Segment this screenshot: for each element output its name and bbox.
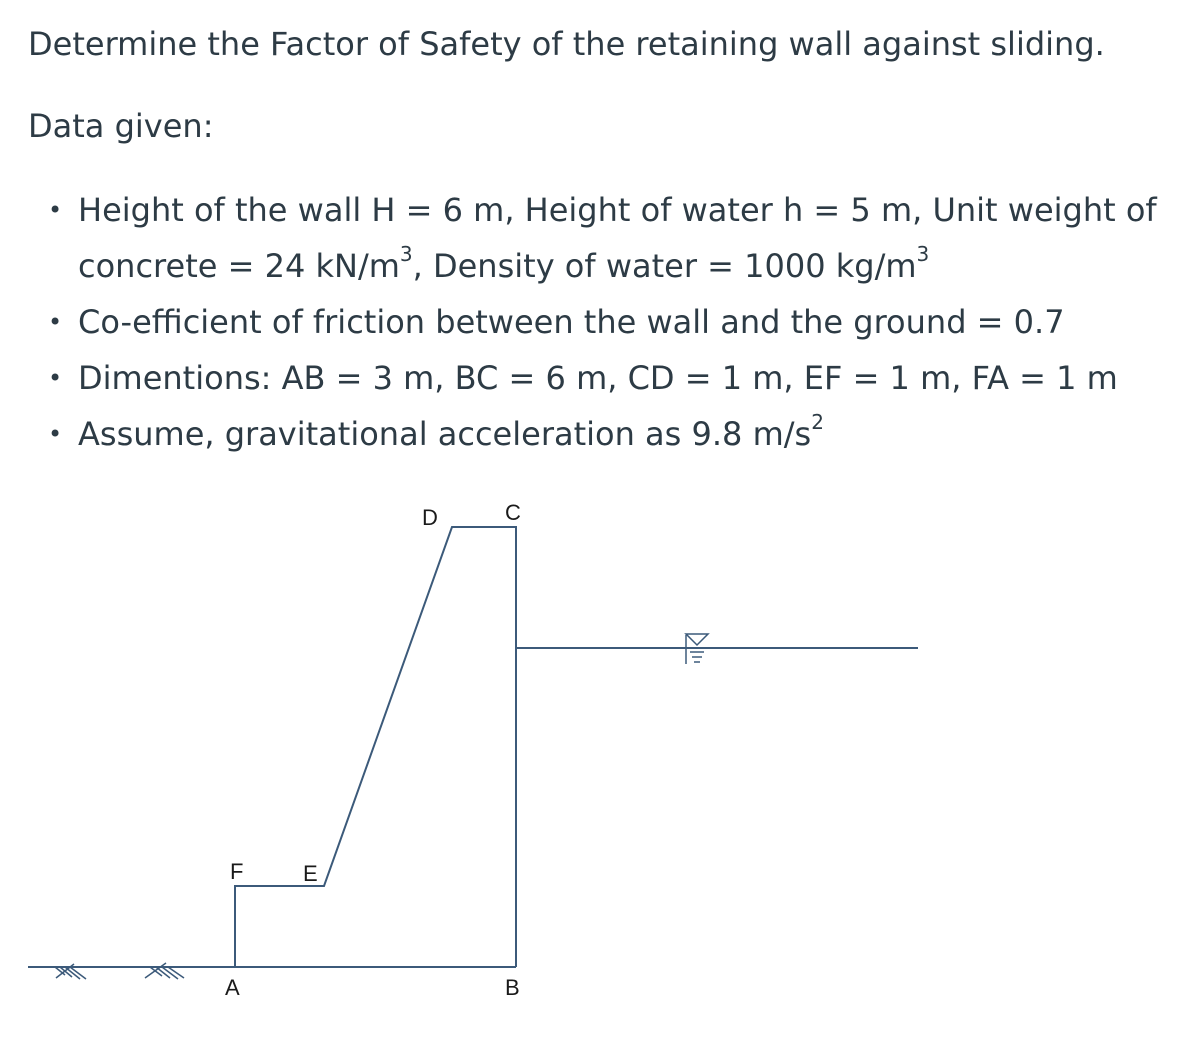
label-b: B [505, 975, 520, 1000]
superscript: 3 [916, 242, 930, 267]
item-text: , Density of water = 1000 kg/m [412, 247, 917, 285]
label-c: C [505, 500, 521, 525]
item-text: Height of the wall H = 6 m, Height of water h = 5 m, Unit weight of concrete = 24 kN/m [78, 191, 1157, 285]
label-f: F [230, 859, 244, 884]
data-heading: Data given: [28, 107, 214, 145]
data-list [0, 182, 1178, 462]
label-d: D [422, 505, 438, 530]
ground-hatch-icon [145, 963, 184, 979]
list-item-dimensions [78, 350, 1178, 406]
label-a: A [225, 975, 240, 1000]
item-text: Co-efficient of friction between the wall and the ground = 0.7 [78, 303, 1065, 341]
list-item-friction [78, 294, 1178, 350]
superscript: 3 [399, 242, 413, 267]
item-text: Assume, gravitational acceleration as 9.8 m/s [78, 415, 812, 453]
list-item-dimensions-heights [78, 182, 1178, 294]
label-e: E [303, 861, 318, 886]
list-item-gravity [78, 406, 1178, 462]
wall-outline [235, 527, 516, 967]
retaining-wall-diagram [0, 490, 1204, 1010]
superscript: 2 [811, 410, 824, 435]
item-text: Dimentions: AB = 3 m, BC = 6 m, CD = 1 m, EF = 1 m, FA = 1 m [78, 359, 1118, 397]
question-title: Determine the Factor of Safety of the retaining wall against sliding. [28, 25, 1105, 63]
